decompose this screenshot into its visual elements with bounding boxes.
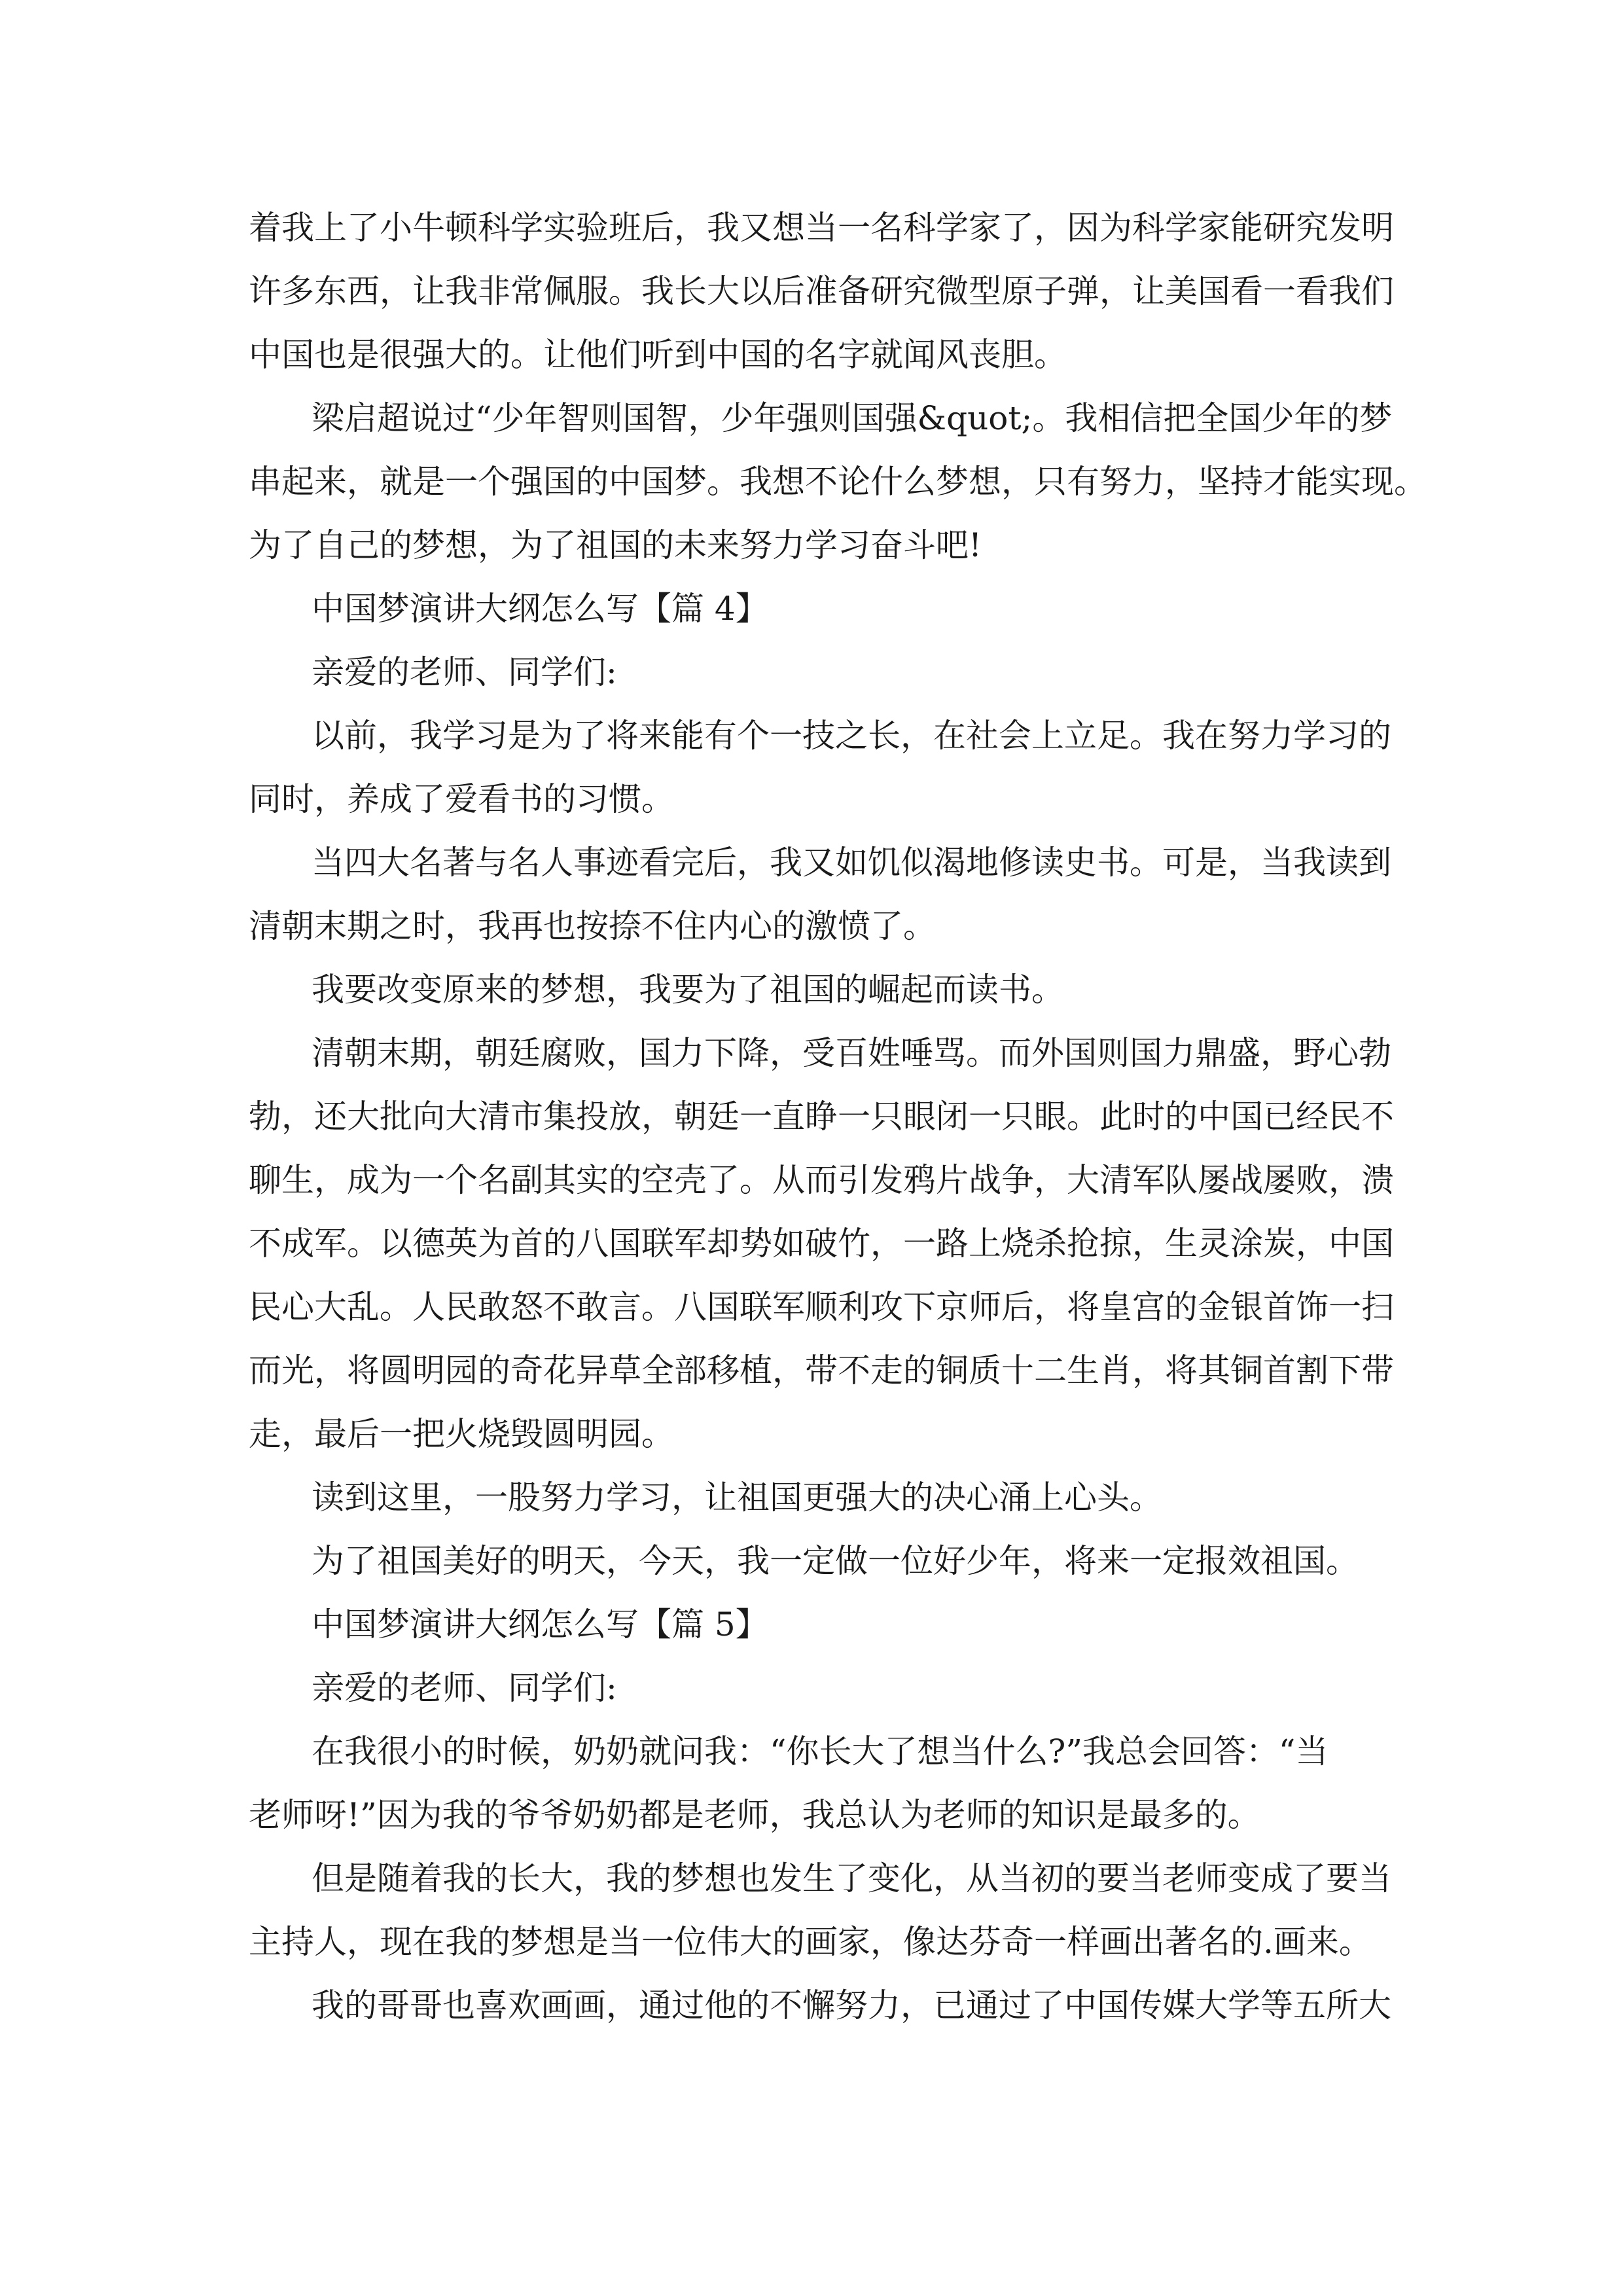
text-line: 许多东西，让我非常佩服。我长大以后准备研究微型原子弹，让美国看一看我们 — [249, 272, 1394, 310]
text-line: 中国梦演讲大纲怎么写【篇 5】 — [312, 1605, 768, 1643]
text-line: 为了祖国美好的明天，今天，我一定做一位好少年，将来一定报效祖国。 — [312, 1542, 1359, 1580]
text-line: 清朝末期，朝廷腐败，国力下降，受百姓唾骂。而外国则国力鼎盛，野心勃 — [312, 1034, 1391, 1072]
text-line: 我的哥哥也喜欢画画，通过他的不懈努力，已通过了中国传媒大学等五所大 — [312, 1986, 1391, 2024]
text-line: 民心大乱。人民敢怒不敢言。八国联军顺利攻下京师后，将皇宫的金银首饰一扫 — [249, 1288, 1394, 1326]
text-line: 勃，还大批向大清市集投放，朝廷一直睁一只眼闭一只眼。此时的中国已经民不 — [249, 1098, 1394, 1136]
text-line: 我要改变原来的梦想，我要为了祖国的崛起而读书。 — [312, 971, 1064, 1009]
text-line: 读到这里，一股努力学习，让祖国更强大的决心涌上心头。 — [312, 1479, 1162, 1516]
text-line: 中国梦演讲大纲怎么写【篇 4】 — [312, 590, 768, 628]
text-line: 而光，将圆明园的奇花异草全部移植，带不走的铜质十二生肖，将其铜首割下带 — [249, 1352, 1394, 1390]
text-line: 着我上了小牛顿科学实验班后，我又想当一名科学家了，因为科学家能研究发明 — [249, 209, 1394, 247]
text-line: 主持人，现在我的梦想是当一位伟大的画家，像达芬奇一样画出著名的.画来。 — [249, 1923, 1372, 1961]
text-line: 老师呀!”因为我的爷爷奶奶都是老师，我总认为老师的知识是最多的。 — [249, 1796, 1260, 1834]
text-line: 同时，养成了爱看书的习惯。 — [249, 780, 674, 818]
document-page — [249, 196, 1427, 2037]
text-line: 串起来，就是一个强国的中国梦。我想不论什么梦想，只有努力，坚持才能实现。 — [249, 463, 1427, 501]
text-line: 当四大名著与名人事迹看完后，我又如饥似渴地修读史书。可是，当我读到 — [312, 844, 1391, 882]
text-line: 在我很小的时候，奶奶就问我：“你长大了想当什么?”我总会回答：“当 — [312, 1732, 1329, 1770]
text-line: 梁启超说过“少年智则国智，少年强则国强&quot;。我相信把全国少年的梦 — [312, 399, 1393, 437]
text-line: 亲爱的老师、同学们: — [312, 653, 617, 691]
text-line: 亲爱的老师、同学们: — [312, 1669, 617, 1707]
text-line: 不成军。以德英为首的八国联军却势如破竹，一路上烧杀抢掠，生灵涂炭，中国 — [249, 1225, 1394, 1263]
text-line: 聊生，成为一个名副其实的空壳了。从而引发鸦片战争，大清军队屡战屡败，溃 — [249, 1161, 1394, 1199]
text-line: 清朝末期之时，我再也按捺不住内心的激愤了。 — [249, 907, 936, 945]
text-line: 走，最后一把火烧毁圆明园。 — [249, 1415, 674, 1453]
text-line: 以前，我学习是为了将来能有个一技之长，在社会上立足。我在努力学习的 — [312, 717, 1391, 755]
text-line: 中国也是很强大的。让他们听到中国的名字就闻风丧胆。 — [249, 336, 1067, 374]
text-line: 但是随着我的长大，我的梦想也发生了变化，从当初的要当老师变成了要当 — [312, 1859, 1391, 1897]
text-line: 为了自己的梦想，为了祖国的未来努力学习奋斗吧! — [249, 526, 982, 564]
